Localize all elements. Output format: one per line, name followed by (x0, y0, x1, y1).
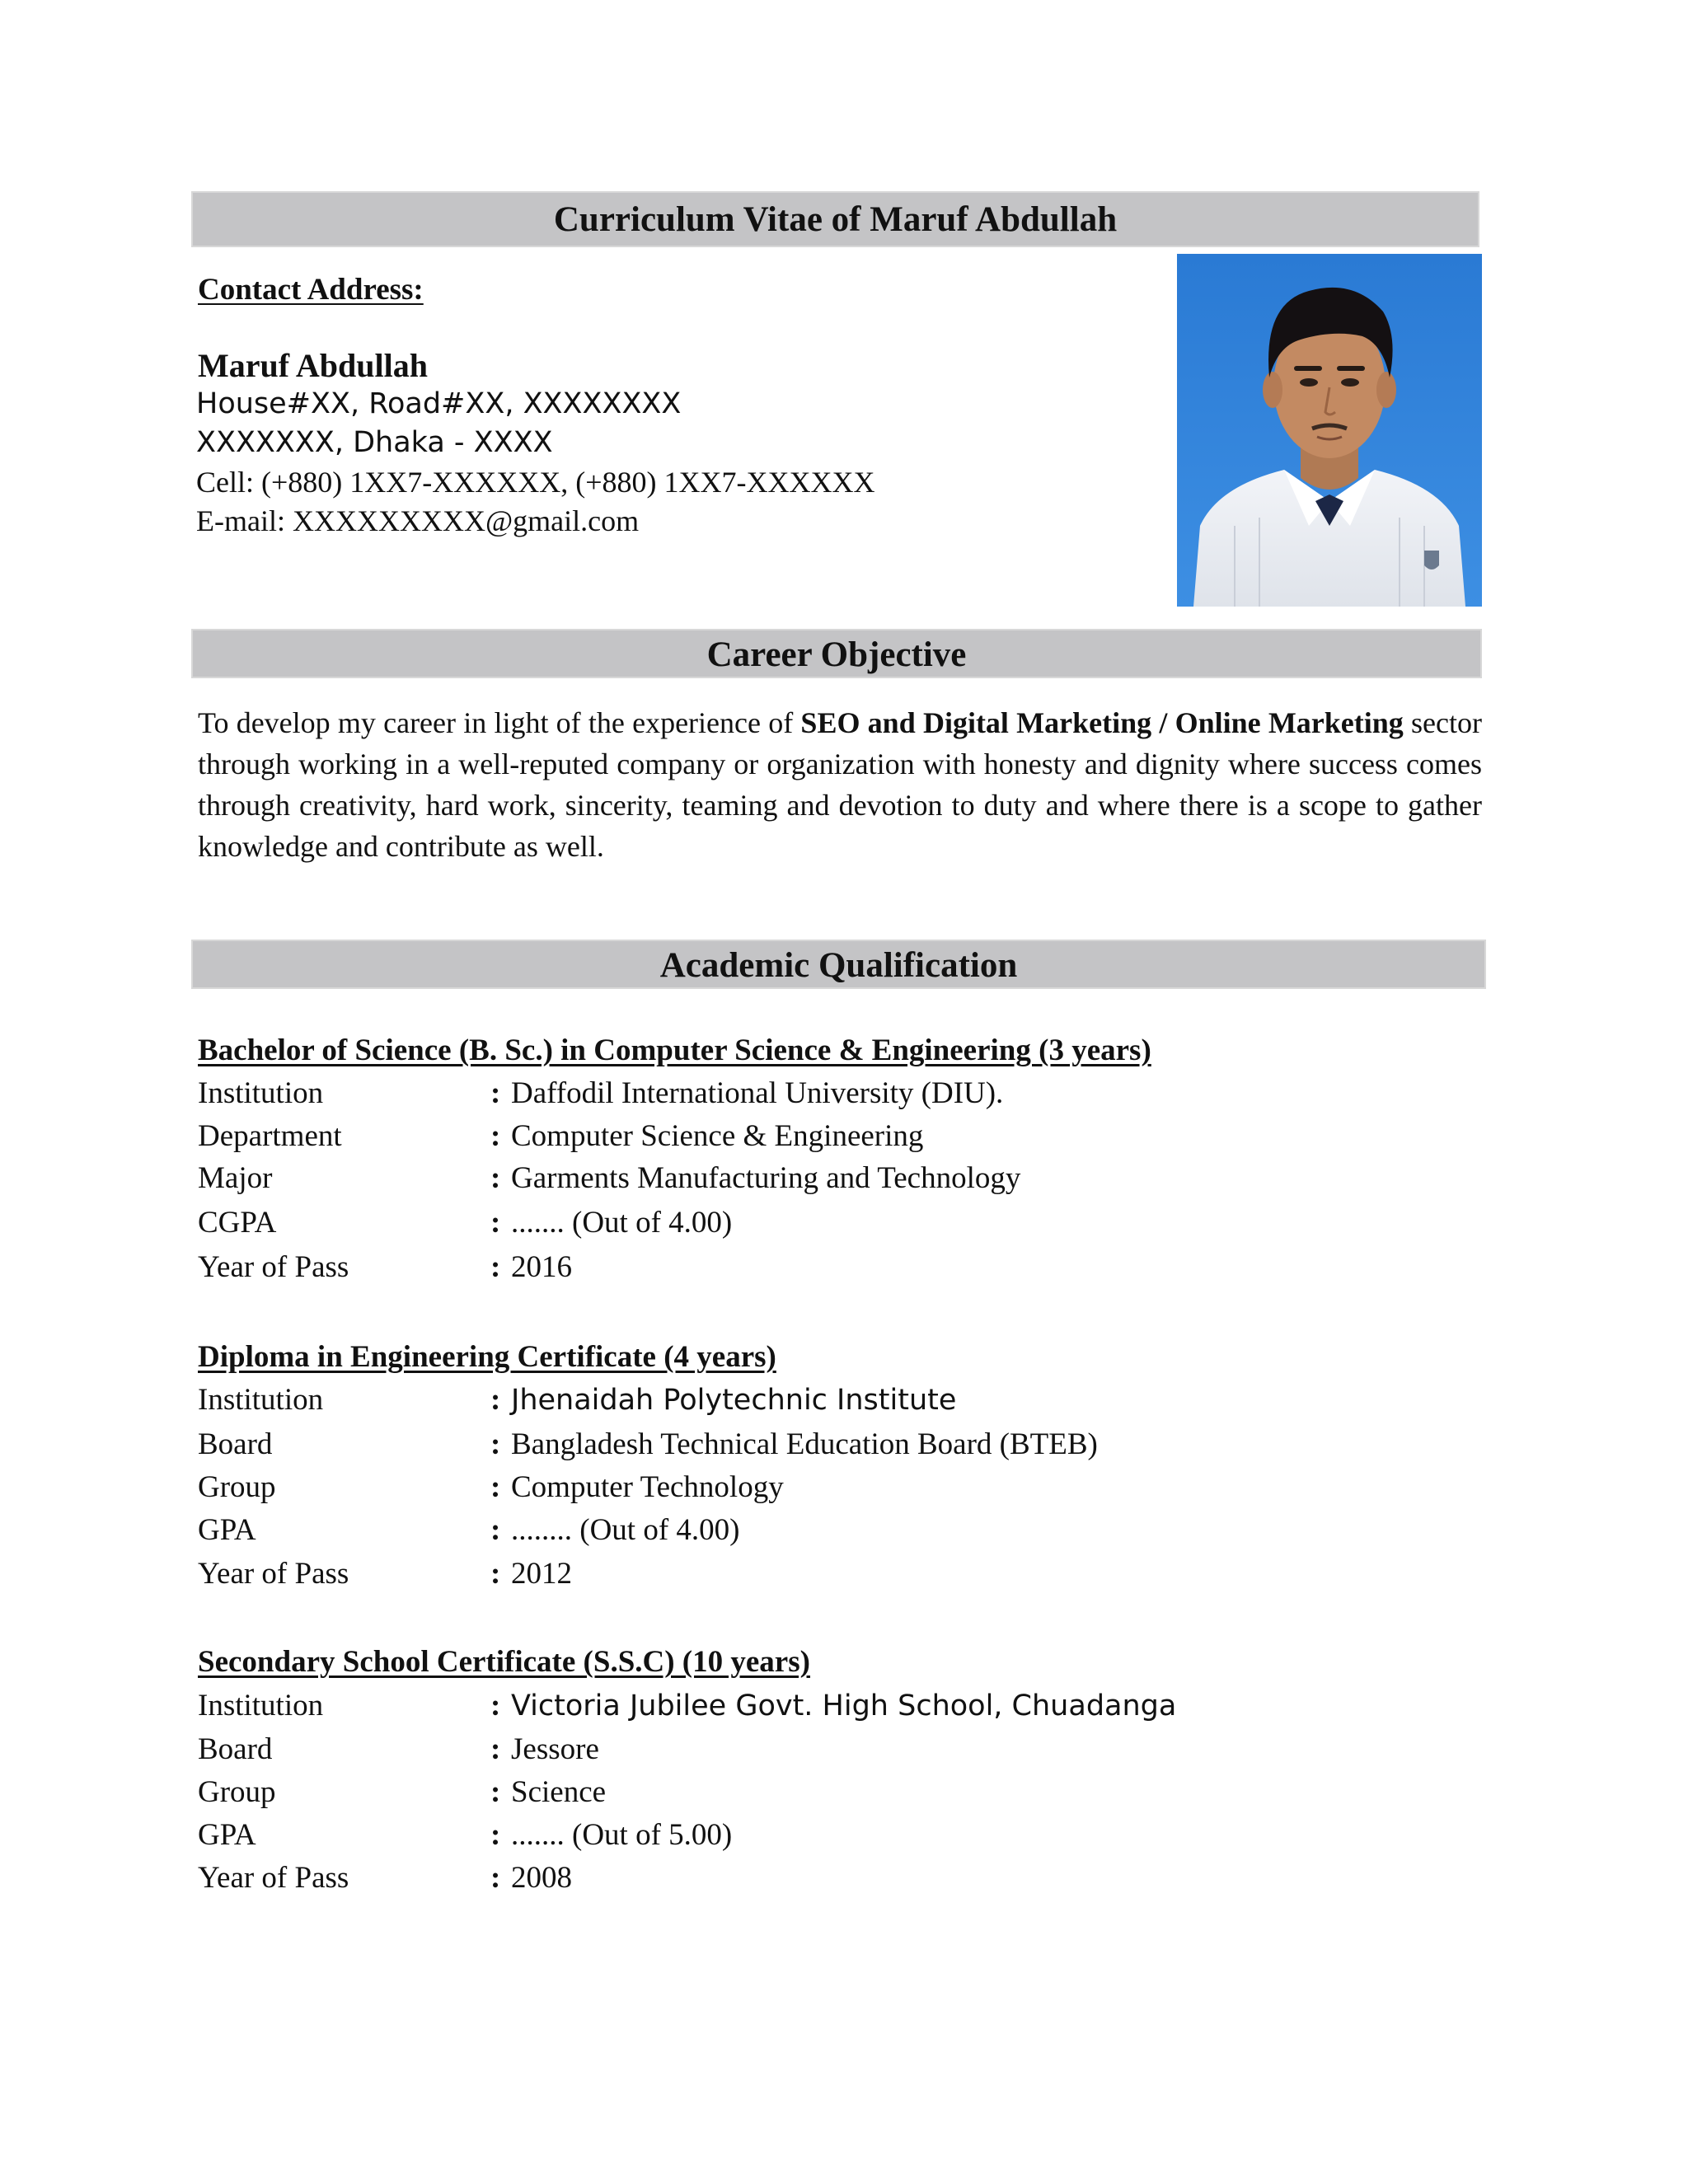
row-label: Year of Pass (198, 1861, 349, 1895)
row-value: Computer Science & Engineering (511, 1119, 924, 1153)
career-objective-band (191, 629, 1482, 678)
row-value: Garments Manufacturing and Technology (511, 1161, 1021, 1195)
career-objective-text (198, 702, 1482, 867)
contact-cell: Cell: (+880) 1XX7-XXXXXX, (+880) 1XX7-XXXXXX (196, 466, 875, 499)
row-label: Group (198, 1470, 276, 1504)
contact-name: Maruf Abdullah (198, 347, 428, 384)
row-value: ....... (Out of 5.00) (511, 1818, 733, 1852)
row-colon: : (490, 1206, 501, 1240)
row-colon: : (490, 1818, 501, 1852)
row-colon: : (490, 1161, 501, 1195)
row-colon: : (490, 1470, 501, 1504)
row-label: Group (198, 1775, 276, 1809)
profile-photo (1177, 254, 1482, 607)
diploma-heading: Diploma in Engineering Certificate (4 years) (198, 1340, 776, 1374)
row-label: Year of Pass (198, 1557, 349, 1591)
row-label: Department (198, 1119, 342, 1153)
row-colon: : (490, 1427, 501, 1461)
ssc-heading: Secondary School Certificate (S.S.C) (10 years) (198, 1645, 810, 1679)
row-colon: : (490, 1775, 501, 1809)
row-label: Institution (198, 1689, 324, 1722)
cv-title-band (191, 191, 1479, 247)
contact-heading: Contact Address: (198, 273, 424, 307)
row-colon: : (490, 1689, 501, 1722)
row-label: GPA (198, 1818, 256, 1852)
row-value: 2016 (511, 1250, 572, 1284)
career-objective-text-before: To develop my career in light of the experience of (198, 706, 801, 739)
bsc-heading: Bachelor of Science (B. Sc.) in Computer Science & Engineering (3 years) (198, 1033, 1151, 1067)
row-label: Year of Pass (198, 1250, 349, 1284)
row-value: Daffodil International University (DIU). (511, 1076, 1004, 1110)
row-label: CGPA (198, 1206, 277, 1240)
row-value: ....... (Out of 4.00) (511, 1206, 733, 1240)
row-value: Victoria Jubilee Govt. High School, Chuadanga (511, 1690, 1177, 1722)
row-value: Science (511, 1775, 607, 1809)
row-value: Jessore (511, 1732, 599, 1766)
row-value: 2012 (511, 1557, 572, 1591)
row-label: GPA (198, 1513, 256, 1547)
cv-title: Curriculum Vitae of Maruf Abdullah (553, 200, 1118, 239)
row-colon: : (490, 1076, 501, 1110)
row-colon: : (490, 1383, 501, 1417)
career-objective-text-after: sector through working in a well-reputed company or organization with honesty and dignity where success comes through creativity, hard work, sincerity, teaming and devotion to duty and where there is a scope to gather knowledge and contribute as well. (198, 706, 1482, 863)
contact-address-line-2: XXXXXXX, Dhaka - XXXX (196, 426, 553, 459)
row-label: Institution (198, 1076, 324, 1110)
career-objective-heading: Career Objective (706, 635, 967, 674)
row-label: Board (198, 1732, 273, 1766)
row-colon: : (490, 1732, 501, 1766)
row-colon: : (490, 1119, 501, 1153)
row-colon: : (490, 1250, 501, 1284)
row-value: Computer Technology (511, 1470, 784, 1504)
row-label: Institution (198, 1383, 324, 1417)
row-value: Jhenaidah Polytechnic Institute (511, 1384, 957, 1417)
row-value: ........ (Out of 4.00) (511, 1513, 740, 1547)
row-colon: : (490, 1513, 501, 1547)
academic-qualification-heading: Academic Qualification (659, 946, 1018, 985)
academic-qualification-band (191, 940, 1486, 989)
row-label: Board (198, 1427, 273, 1461)
row-value: Bangladesh Technical Education Board (BTEB) (511, 1427, 1098, 1461)
contact-email: E-mail: XXXXXXXXX@gmail.com (196, 504, 640, 537)
row-colon: : (490, 1557, 501, 1591)
row-label: Major (198, 1161, 273, 1195)
career-objective-highlight: SEO and Digital Marketing / Online Marketing (800, 706, 1404, 739)
contact-address-line-1: House#XX, Road#XX, XXXXXXXX (196, 387, 682, 420)
row-value: 2008 (511, 1861, 572, 1895)
row-colon: : (490, 1861, 501, 1895)
